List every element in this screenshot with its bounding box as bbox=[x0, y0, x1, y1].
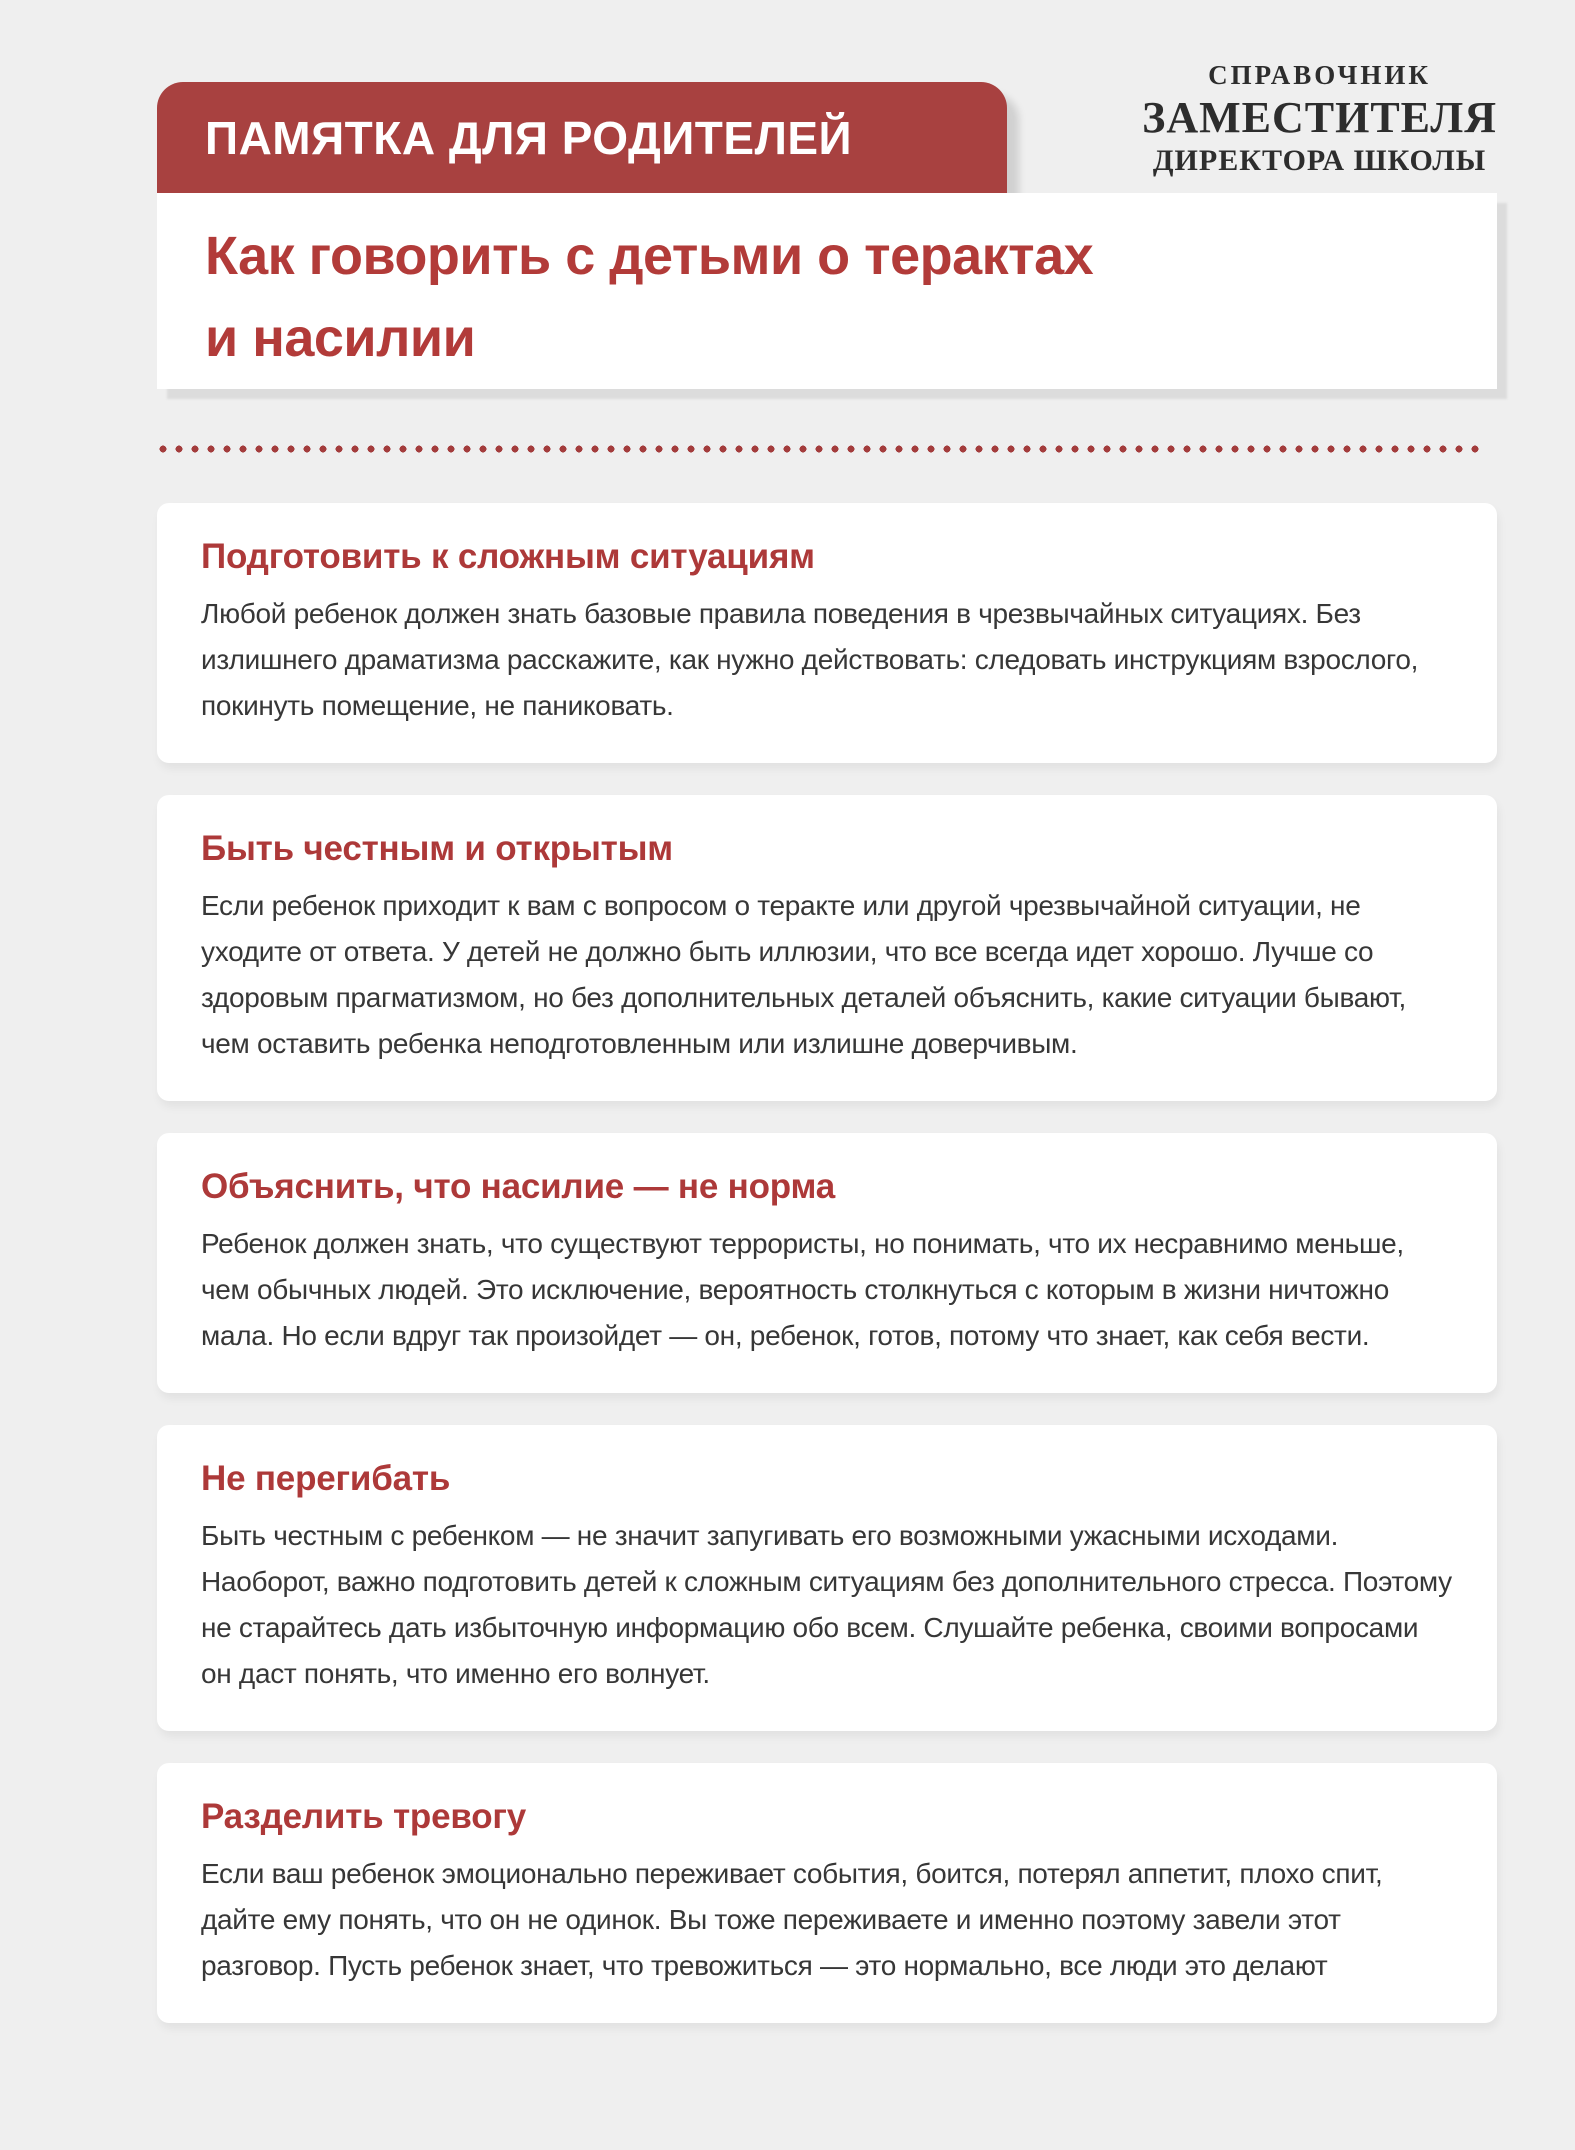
title-card bbox=[157, 193, 1497, 389]
advice-card-body: Ребенок должен знать, что существуют террористы, но понимать, что их несравнимо меньше, чем обычных людей. Это исключение, вероятность столкнуться с которым в жизни ничтожно мала. Но если вдруг так произойдет — он, ребенок, готов, потому что знает, как себя вести. bbox=[201, 1228, 1404, 1351]
advice-card-body: Если ребенок приходит к вам с вопросом о теракте или другой чрезвычайной ситуации, не уходите от ответа. У детей не должно быть иллюзии, что все всегда идет хорошо. Лучше со здоровым прагматизмом, но без дополнительных деталей объяснить, какие ситуации бывают, чем оставить ребенка неподготовленным или излишне доверчивым. bbox=[201, 890, 1406, 1059]
dotted-divider bbox=[157, 443, 1483, 455]
page-title-line-2: и насилии bbox=[205, 308, 476, 368]
advice-card-heading: Быть честным и открытым bbox=[201, 829, 674, 868]
advice-card-body: Любой ребенок должен знать базовые правила поведения в чрезвычайных ситуациях. Без излишнего драматизма расскажите, как нужно действовать: следовать инструкциям взрослого, покинуть помещение, не паниковать. bbox=[201, 598, 1419, 721]
content-column bbox=[157, 82, 1497, 2023]
parents-memo-badge-label: ПАМЯТКА ДЛЯ РОДИТЕЛЕЙ bbox=[205, 112, 853, 164]
advice-card-body: Быть честным с ребенком — не значит запугивать его возможными ужасными исходами. Наоборот, важно подготовить детей к сложным ситуациям без дополнительного стресса. Поэтому не старайтесь дать избыточную информацию обо всем. Слушайте ребенка, своими вопросами он даст понять, что именно его волнует. bbox=[201, 1520, 1452, 1689]
page-title-line-1: Как говорить с детьми о терактах bbox=[205, 226, 1094, 286]
parents-memo-badge bbox=[157, 82, 1007, 193]
advice-card-body: Если ваш ребенок эмоционально переживает события, боится, потерял аппетит, плохо спит, дайте ему понять, что он не одинок. Вы тоже переживаете и именно поэтому завели этот разговор. Пусть ребенок знает, что тревожиться — это нормально, все люди это делают bbox=[201, 1858, 1383, 1981]
advice-card bbox=[157, 1425, 1497, 1731]
publisher-logo-line-3: ДИРЕКТОРА ШКОЛЫ bbox=[1152, 144, 1487, 177]
advice-card bbox=[157, 1133, 1497, 1393]
advice-card-heading: Разделить тревогу bbox=[201, 1797, 527, 1836]
advice-card-list bbox=[157, 503, 1497, 2023]
advice-card-heading: Не перегибать bbox=[201, 1459, 451, 1498]
advice-card bbox=[157, 1763, 1497, 2023]
publisher-logo-line-1: СПРАВОЧНИК bbox=[1208, 60, 1431, 90]
advice-card-heading: Подготовить к сложным ситуациям bbox=[201, 537, 815, 576]
advice-card-heading: Объяснить, что насилие — не норма bbox=[201, 1167, 835, 1206]
publisher-logo-line-2: ЗАМЕСТИТЕЛЯ bbox=[1142, 93, 1497, 142]
advice-card bbox=[157, 503, 1497, 763]
advice-card bbox=[157, 795, 1497, 1101]
